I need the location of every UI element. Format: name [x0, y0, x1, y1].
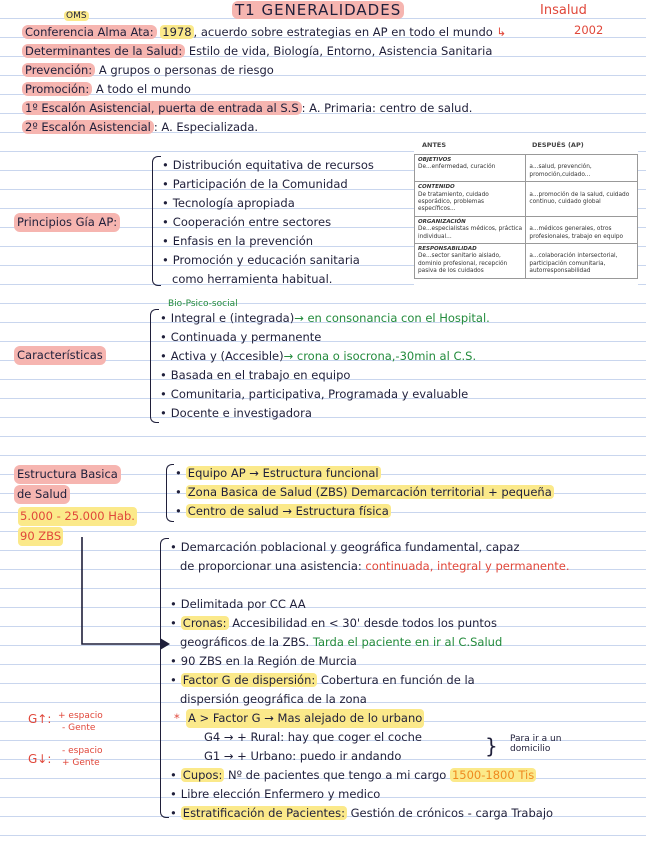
table-row	[415, 182, 638, 217]
caracteristicas-label: Características	[14, 346, 106, 365]
comparison-table	[414, 138, 638, 286]
table-cell-before: OBJETIVOS De...enfermedad, curación	[415, 155, 526, 182]
g-up-note-1: + espacio	[58, 711, 103, 721]
prevencion-line	[22, 61, 274, 80]
habitantes-range: 5.000 - 25.000 Hab.	[18, 507, 137, 526]
conferencia-line	[22, 23, 506, 42]
escalon1-text: : A. Primaria: centro de salud.	[301, 101, 473, 115]
zbs-detail-continuation: dispersión geográfica de la zona	[180, 692, 367, 706]
principio-item: • Enfasis en la prevención	[162, 232, 313, 251]
table-cell-before: CONTENIDO De tratamiento, cuidado esporádico, problemas específicos...	[415, 182, 526, 217]
estructura-item: • Zona Basica de Salud (ZBS) Demarcación territorial + pequeña	[175, 483, 554, 502]
table-row	[415, 155, 638, 182]
determinantes-line	[22, 42, 492, 61]
zbs-detail-item: • Estratificación de Pacientes: Gestión de crónicos - carga Trabajo	[170, 804, 553, 823]
promocion-label: Promoción:	[22, 82, 92, 96]
escalon1-line	[22, 99, 472, 118]
table-cell-before: RESPONSABILIDAD De...sector sanitario aislado, dominio profesional, recepción pasiva de los cuidados	[415, 244, 526, 279]
zbs-detail-continuation: de proporcionar una asistencia: continuada, integral y permanente.	[180, 559, 570, 573]
principios-brace	[152, 156, 161, 286]
principio-item: • Cooperación entre sectores	[162, 213, 331, 232]
g-brace-icon: }	[485, 734, 498, 758]
zbs-detail-item: • Libre elección Enfermero y medico	[170, 785, 380, 804]
caracteristica-item: • Integral e (integrada)→ en consonancia con el Hospital.	[160, 309, 490, 328]
factor-rule: A > Factor G → Mas alejado de lo urbano	[186, 709, 424, 728]
zbs-detail-brace	[160, 538, 169, 818]
estructura-item: • Centro de salud → Estructura física	[175, 502, 391, 521]
table-cell-after: a...salud, prevención, promoción,cuidado...	[526, 155, 638, 182]
corner-arrow-icon: ↳	[496, 25, 507, 39]
table-cell-before: ORGANIZACIÓN De...especialistas médicos, práctica individual...	[415, 216, 526, 243]
caracteristica-item: • Comunitaria, participativa, Programada y evaluable	[160, 385, 468, 404]
g-down-note-2: + Gente	[62, 758, 100, 768]
principio-item: • Distribución equitativa de recursos	[162, 156, 374, 175]
estructura-brace	[166, 464, 174, 522]
principio-item-continuation: como herramienta habitual.	[172, 272, 333, 286]
g-down-label: G↓:	[28, 752, 52, 766]
conferencia-label: Conferencia Alma Ata:	[22, 25, 157, 39]
escalon1-label: 1º Escalón Asistencial, puerta de entrada al S.S	[22, 101, 302, 115]
caracteristica-item: • Activa y (Accesible)→ crona o isocrona,-30min al C.S.	[160, 347, 476, 366]
zbs-detail-item: • Delimitada por CC AA	[170, 595, 306, 614]
col-before-header: ANTES	[422, 141, 447, 149]
zbs-detail-item: • 90 ZBS en la Región de Murcia	[170, 652, 357, 671]
promocion-text: A todo el mundo	[95, 82, 191, 96]
g-up-label: G↑:	[28, 712, 52, 726]
zbs-detail-item: • Cupos: Nº de pacientes que tengo a mi cargo 1500-1800 Tis	[170, 766, 536, 785]
prevencion-text: A grupos o personas de riesgo	[98, 63, 274, 77]
estructura-label-1: Estructura Basica	[14, 465, 121, 484]
principios-label: Principios Gía AP:	[14, 213, 120, 232]
conferencia-text: , acuerdo sobre estrategias en AP en todo el mundo	[193, 25, 493, 39]
prevencion-label: Prevención:	[22, 63, 95, 77]
estructura-item: • Equipo AP → Estructura funcional	[175, 464, 381, 483]
comparison-grid	[414, 154, 638, 279]
escalon2-text: : A. Especializada.	[153, 120, 259, 134]
zbs-detail-continuation: geográficos de la ZBS. Tarda el paciente en ir al C.Salud	[180, 635, 503, 649]
estructura-label-2: de Salud	[14, 485, 70, 504]
caracteristica-item: • Basada en el trabajo en equipo	[160, 366, 350, 385]
escalon2-line	[22, 118, 258, 137]
page-title: T1 GENERALIDADES	[232, 1, 404, 19]
corner-year: 2002	[574, 23, 604, 37]
comparison-table-header	[414, 138, 638, 154]
determinantes-text: Estilo de vida, Biología, Entorno, Asistencia Sanitaria	[188, 44, 493, 58]
g-up-note-2: - Gente	[62, 723, 96, 733]
connector-arrow-icon	[60, 525, 170, 655]
g-down-note-1: - espacio	[62, 746, 103, 756]
promocion-line	[22, 80, 191, 99]
table-row	[415, 244, 638, 279]
determinantes-label: Determinantes de la Salud:	[22, 44, 185, 58]
bio-psico-social-note: Bio-Psico-social	[168, 299, 238, 309]
principio-item: • Participación de la Comunidad	[162, 175, 348, 194]
domicilio-note: Para ir a un domicilio	[510, 734, 562, 754]
oms-label: OMS	[66, 11, 87, 21]
g1-line: G1 → + Urbano: puedo ir andando	[204, 749, 402, 763]
table-cell-after: a...colaboración intersectorial, participación comunitaria, autorresponsabilidad	[526, 244, 638, 279]
col-after-header: DESPUÉS (AP)	[532, 141, 584, 149]
table-row	[415, 216, 638, 243]
caracteristica-item: • Docente e investigadora	[160, 404, 312, 423]
zbs-detail-item: • Demarcación poblacional y geográfica fundamental, capaz	[170, 538, 520, 557]
zbs-detail-item: • Factor G de dispersión: Cobertura en función de la	[170, 671, 475, 690]
principio-item: • Promoción y educación sanitaria	[162, 251, 360, 270]
caracteristicas-brace	[150, 309, 159, 423]
table-cell-after: a...médicos generales, otros profesionales, trabajo en equipo	[526, 216, 638, 243]
asterisk-mark: *	[174, 711, 180, 725]
zbs-count: 90 ZBS	[18, 527, 63, 546]
g4-line: G4 → + Rural: hay que coger el coche	[204, 730, 422, 744]
principio-item: • Tecnología apropiada	[162, 194, 295, 213]
corner-note: Insalud	[540, 3, 587, 18]
caracteristica-item: • Continuada y permanente	[160, 328, 321, 347]
conferencia-year: 1978	[162, 25, 192, 39]
zbs-detail-item: • Cronas: Accesibilidad en < 30' desde todos los puntos	[170, 614, 497, 633]
escalon2-label: 2º Escalón Asistencial	[22, 120, 154, 134]
table-cell-after: a...promoción de la salud, cuidado continuo, cuidado global	[526, 182, 638, 217]
